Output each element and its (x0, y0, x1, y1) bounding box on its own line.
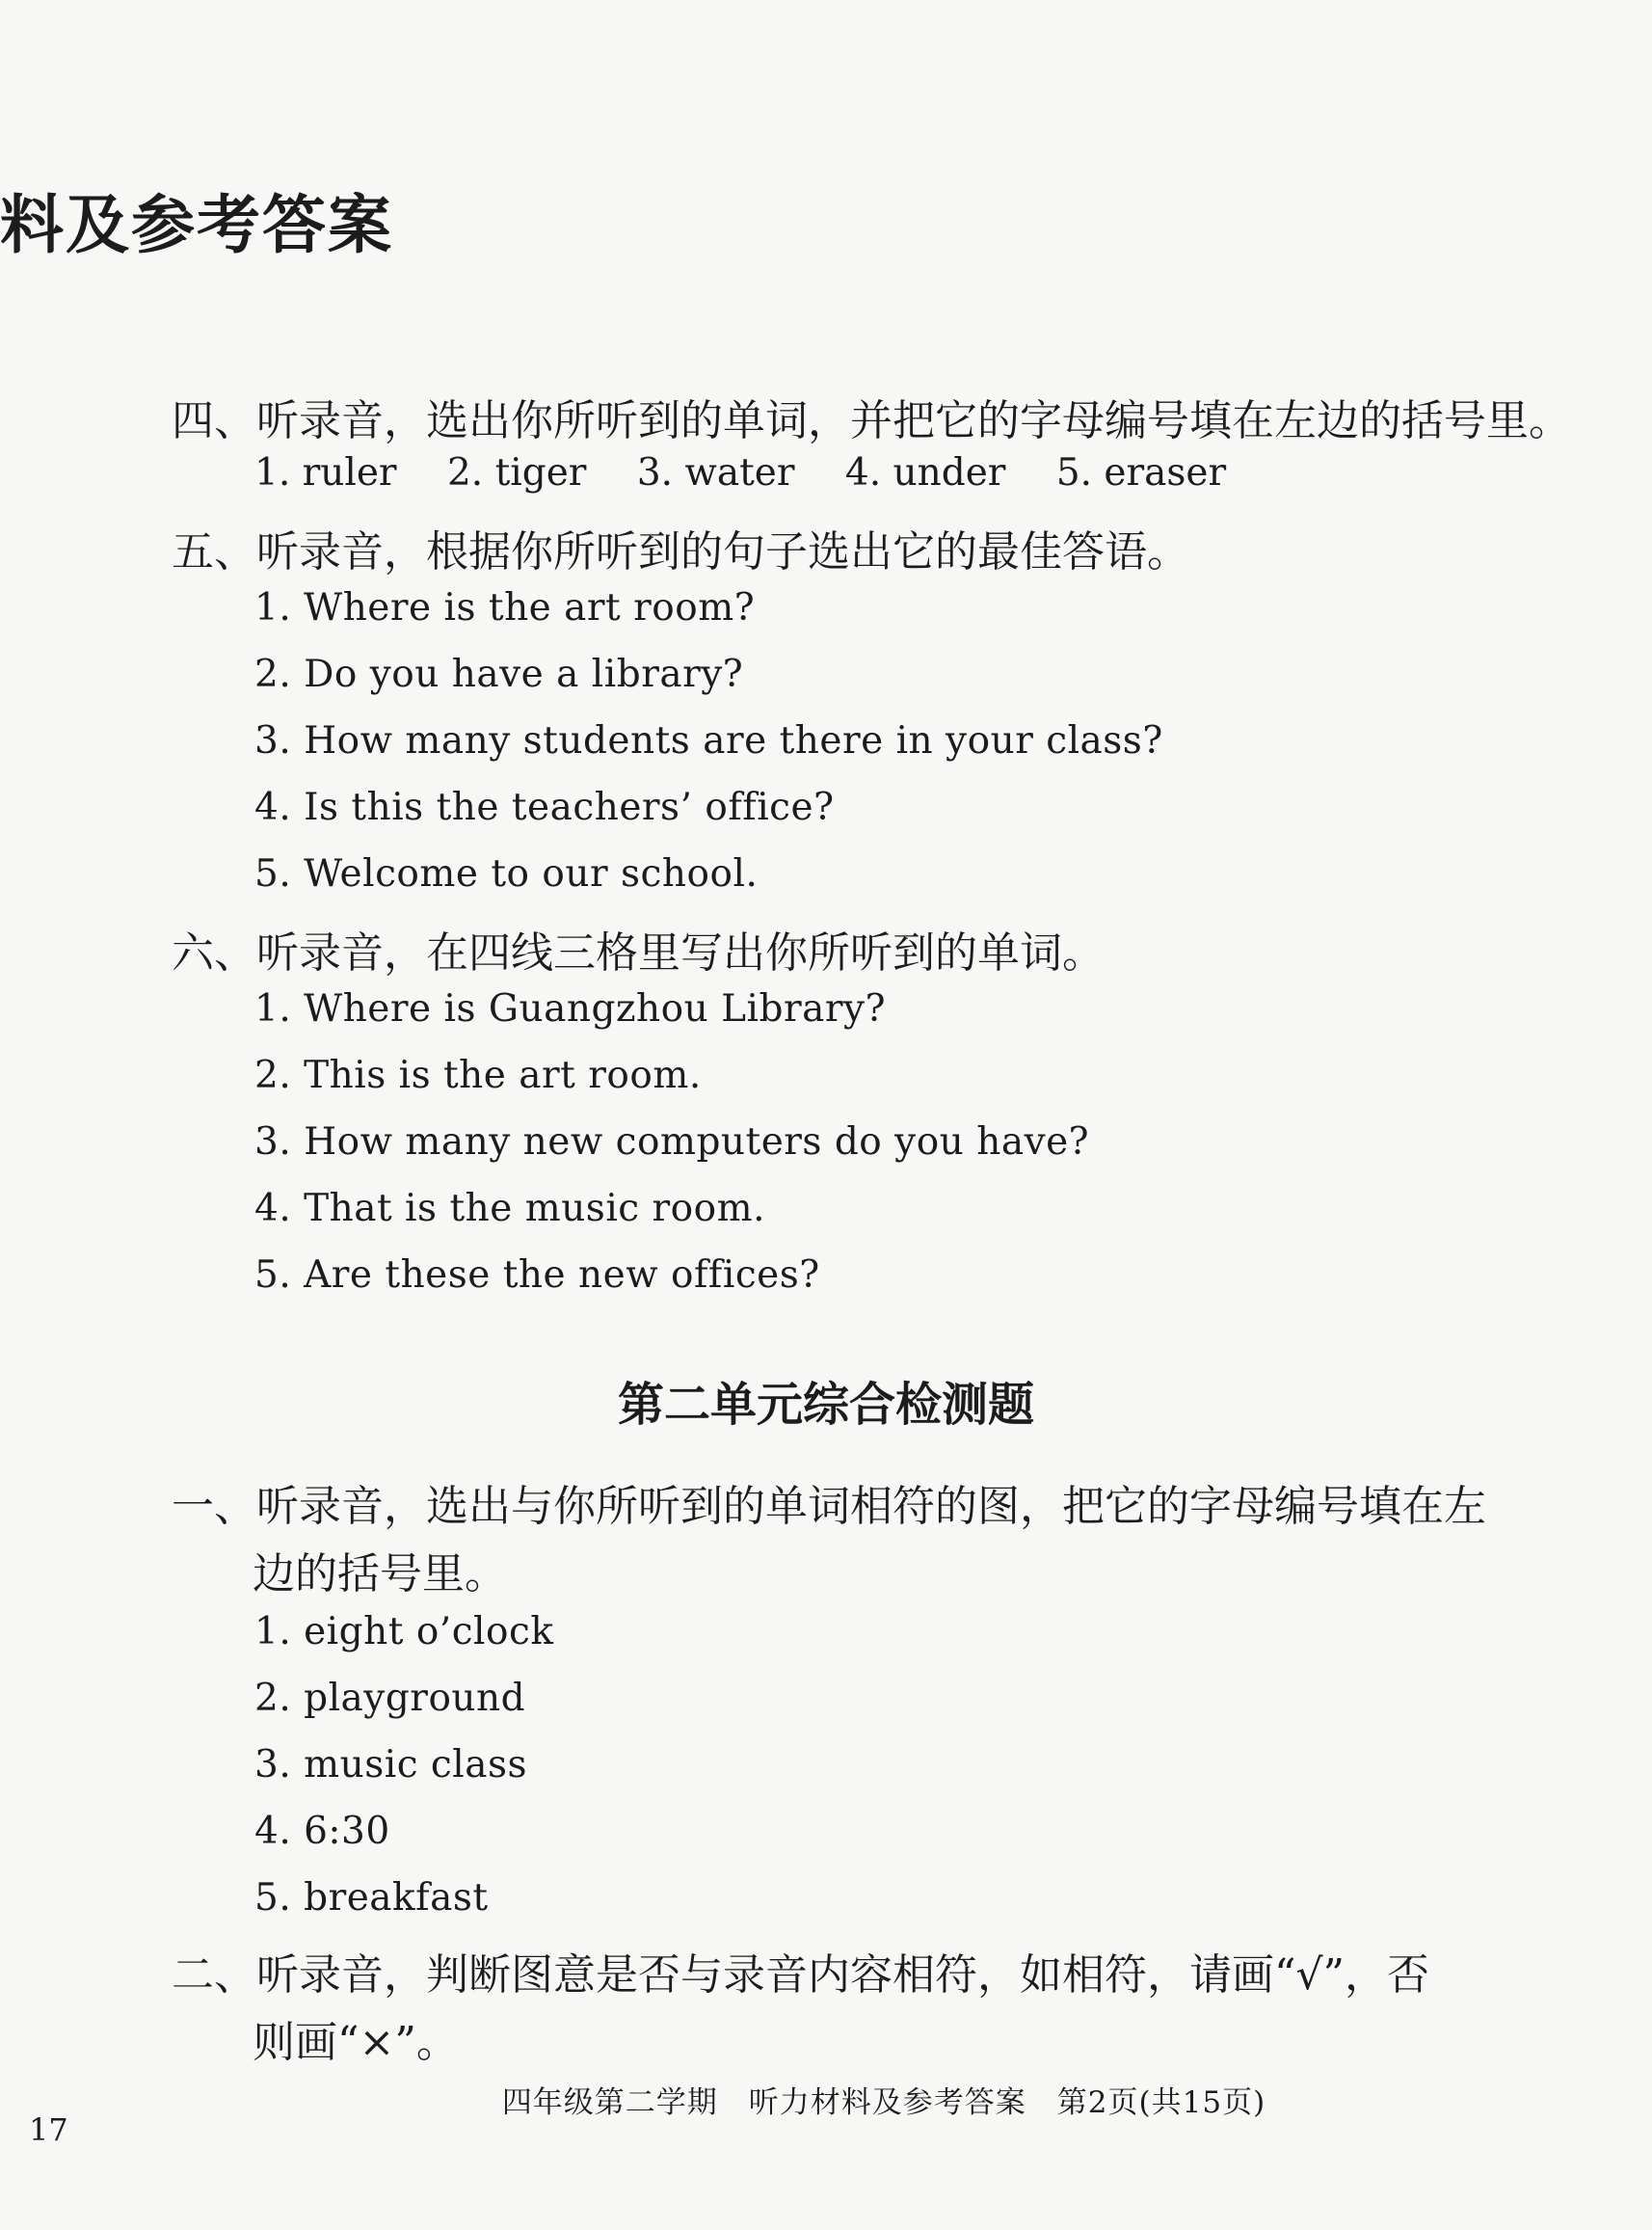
unit2-section-2-heading-cont: 则画“×”。 (253, 2018, 459, 2067)
list-item: 1. eight o’clock (254, 1610, 554, 1653)
list-item: 1. Where is Guangzhou Library? (254, 987, 886, 1031)
list-item: 4. 6:30 (254, 1810, 390, 1853)
word-item: 2. tiger (446, 451, 587, 495)
section-6-heading: 六、听录音，在四线三格里写出你所听到的单词。 (172, 928, 1105, 978)
word-item: 3. water (636, 451, 795, 495)
list-item: 2. playground (254, 1677, 526, 1720)
list-item: 3. music class (254, 1743, 528, 1787)
list-item: 4. Is this the teachers’ office? (254, 786, 835, 829)
section-5-heading: 五、听录音，根据你所听到的句子选出它的最佳答语。 (172, 527, 1189, 577)
list-item: 2. This is the art room. (254, 1054, 702, 1097)
word-item: 1. ruler (254, 451, 397, 495)
section-4-heading: 四、听录音，选出你所听到的单词，并把它的字母编号填在左边的括号里。 (172, 396, 1571, 445)
unit2-section-1-heading-cont: 边的括号里。 (253, 1549, 507, 1599)
list-item: 3. How many students are there in your class? (254, 719, 1163, 763)
list-item: 4. That is the music room. (254, 1187, 766, 1230)
page-header-title: 料及参考答案 (0, 188, 393, 262)
list-item: 5. Welcome to our school. (254, 852, 759, 896)
list-item: 3. How many new computers do you have? (254, 1120, 1090, 1164)
section-4-word-list (254, 451, 1265, 495)
list-item: 5. breakfast (254, 1876, 489, 1920)
page-footer: 四年级第二学期 听力材料及参考答案 第2页(共15页) (501, 2085, 1266, 2120)
list-item: 1. Where is the art room? (254, 586, 756, 630)
unit2-section-2-heading: 二、听录音，判断图意是否与录音内容相符，如相符，请画“√”，否 (172, 1950, 1430, 2000)
unit-title: 第二单元综合检测题 (617, 1378, 1034, 1432)
page-number: 17 (29, 2111, 68, 2148)
word-item: 4. under (844, 451, 1006, 495)
unit2-section-1-heading: 一、听录音，选出与你所听到的单词相符的图，把它的字母编号填在左 (172, 1482, 1486, 1531)
word-item: 5. eraser (1055, 451, 1227, 495)
list-item: 5. Are these the new offices? (254, 1253, 820, 1297)
list-item: 2. Do you have a library? (254, 653, 744, 696)
